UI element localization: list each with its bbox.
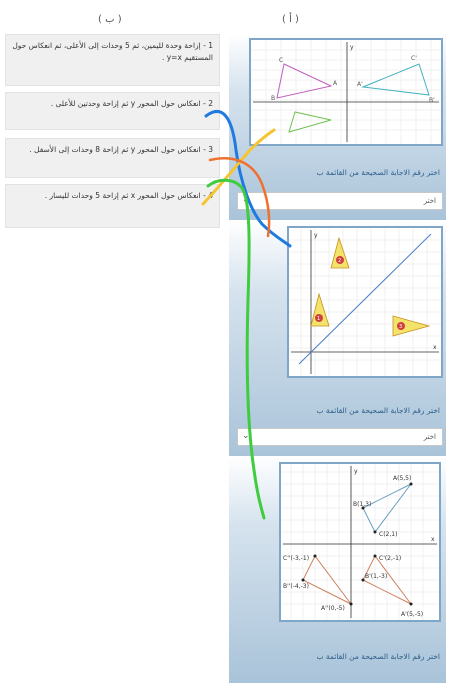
answer-panel-2: [229, 220, 446, 456]
select-value: اختر: [423, 197, 436, 205]
graph-3-label-a-prime: A'(5,-5): [401, 611, 424, 618]
question-text: إزاحة وحدة لليمين، ثم 5 وحدات إلى الأعلى، ثم انعكاس حول المستقيم y=x .: [12, 41, 213, 62]
answer-panel-1: [229, 34, 446, 220]
graph-1-label-b: B: [271, 95, 276, 102]
graph-1-svg: [251, 40, 441, 144]
panel-1-prompt: اختر رقم الاجابة الصحيحة من القائمة ب: [316, 168, 440, 177]
panel-3-prompt: اختر رقم الاجابة الصحيحة من القائمة ب: [316, 652, 440, 661]
question-number: 2: [208, 99, 213, 108]
header-col-a: ( أ ): [282, 14, 299, 25]
graph-1-label-c-prime: C': [411, 55, 417, 62]
header-col-b: ( ب ): [98, 14, 122, 25]
question-number: 1: [208, 41, 213, 50]
question-text: انعكاس حول المحور y ثم إزاحة 8 وحدات إلى الأسفل .: [29, 145, 201, 154]
graph-3-label-b-double-prime: B''(-4,-3): [283, 583, 309, 590]
graph-2: [287, 226, 443, 378]
question-text: انعكاس حول المحور x ثم إزاحة 5 وحدات لليسار .: [44, 191, 201, 200]
graph-3-x-label: x: [431, 536, 435, 543]
graph-1-label-a: A: [333, 80, 338, 87]
graph-3-label-c-prime: C'(2,-1): [379, 555, 402, 562]
graph-2-svg: [289, 228, 441, 376]
graph-2-shape-1-label: 1: [317, 316, 321, 322]
graph-3: [279, 462, 441, 622]
graph-3-label-c: C(2,1): [379, 531, 398, 538]
chevron-down-icon: ⌄: [242, 431, 250, 441]
graph-3-y-label: y: [354, 468, 358, 475]
graph-1-label-c: C: [279, 57, 284, 64]
graph-2-x-label: x: [433, 344, 437, 351]
answer-select-1[interactable]: [237, 192, 443, 210]
graph-1-label-b-prime: B': [429, 97, 435, 104]
graph-3-label-b-prime: B'(1,-3): [365, 573, 388, 580]
question-item-3: 3 - انعكاس حول المحور y ثم إزاحة 8 وحدات إلى الأسفل .: [5, 138, 220, 178]
select-value: اختر: [423, 433, 436, 441]
graph-3-label-a: A(5,5): [393, 475, 412, 482]
chevron-down-icon: ⌄: [242, 195, 250, 205]
graph-1: [249, 38, 443, 146]
graph-3-label-c-double-prime: C''(-3,-1): [283, 555, 310, 562]
answer-select-2[interactable]: [237, 428, 443, 446]
question-text: انعكاس حول المحور y ثم إزاحة وحدتين للأعلى .: [50, 99, 201, 108]
graph-2-shape-3-label: 3: [399, 324, 403, 330]
question-item-1: 1 - إزاحة وحدة لليمين، ثم 5 وحدات إلى الأعلى، ثم انعكاس حول المستقيم y=x .: [5, 34, 220, 86]
graph-3-svg: [281, 464, 439, 620]
panel-2-prompt: اختر رقم الاجابة الصحيحة من القائمة ب: [316, 406, 440, 415]
graph-2-shape-2-label: 2: [338, 258, 342, 264]
question-number: 3: [208, 145, 213, 154]
question-number: 4: [208, 191, 213, 200]
question-item-4: 4 - انعكاس حول المحور x ثم إزاحة 5 وحدات لليسار .: [5, 184, 220, 228]
answer-panel-3: [229, 456, 446, 683]
graph-1-label-a-prime: A': [357, 81, 363, 88]
question-item-2: 2 - انعكاس حول المحور y ثم إزاحة وحدتين للأعلى .: [5, 92, 220, 130]
graph-3-label-a-double-prime: A''(0,-5): [321, 605, 345, 612]
graph-1-y-label: y: [350, 44, 354, 51]
graph-3-label-b: B(1,3): [353, 501, 372, 508]
graph-2-y-label: y: [314, 232, 318, 239]
